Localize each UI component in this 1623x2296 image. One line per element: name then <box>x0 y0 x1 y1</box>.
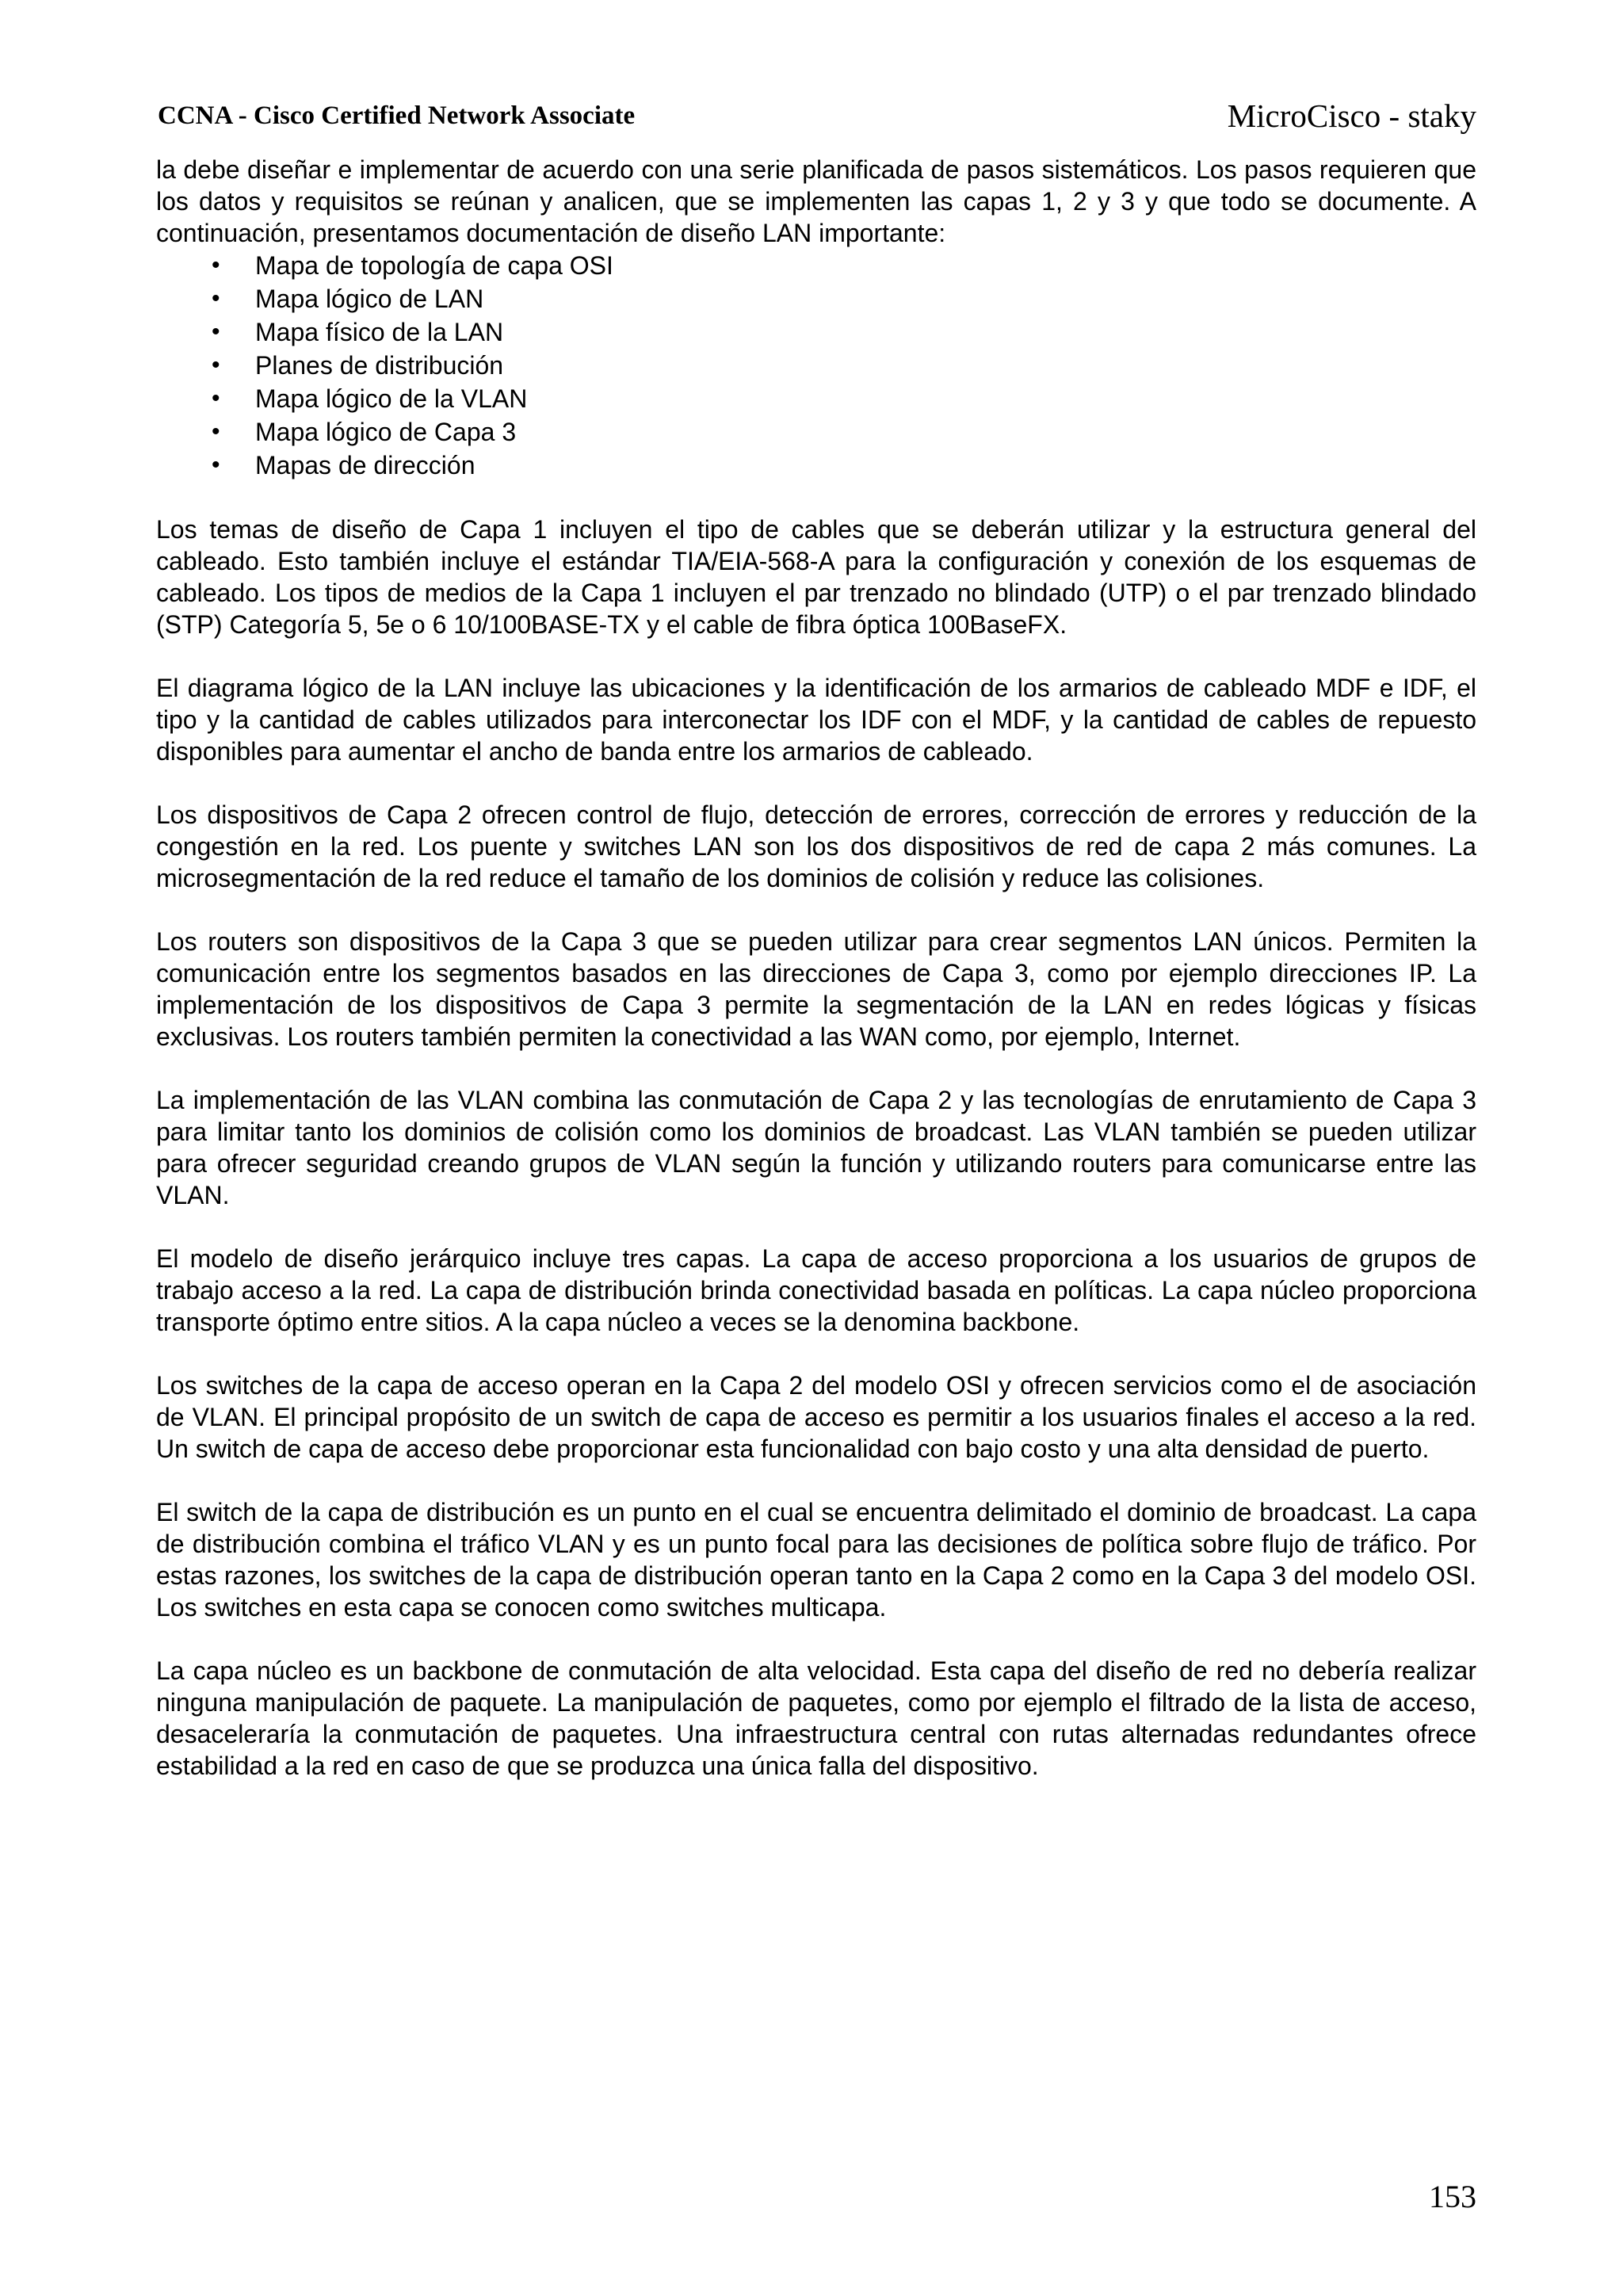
paragraph-core-layer: La capa núcleo es un backbone de conmutación de alta velocidad. Esta capa del diseño de red no debería realizar ninguna manipulación de paquete. La manipulación de paquetes, como por ejemplo el filtrado de la lista de acceso, desaceleraría la conmutación de paquetes. Una infraestructura central con rutas alternadas redundantes ofrece estabilidad a la red en caso de que se produzca una única falla del dispositivo. <box>156 1656 1476 1780</box>
bullet-icon: • <box>212 319 220 345</box>
list-item <box>156 415 1476 449</box>
list-item <box>156 382 1476 415</box>
header-course-title: CCNA - Cisco Certified Network Associate <box>158 101 636 130</box>
bullet-icon: • <box>212 352 220 378</box>
list-item-text: Mapa físico de la LAN <box>255 318 504 346</box>
list-item <box>156 349 1476 382</box>
bullet-icon: • <box>212 385 220 411</box>
bullet-icon: • <box>212 285 220 311</box>
list-item <box>156 449 1476 482</box>
list-item-text: Mapa lógico de LAN <box>255 285 484 313</box>
header-author: MicroCisco - staky <box>1227 97 1476 134</box>
list-item <box>156 249 1476 282</box>
paragraph-distribution-layer: El switch de la capa de distribución es un punto en el cual se encuentra delimitado el dominio de broadcast. La capa de distribución combina el tráfico VLAN y es un punto focal para las decisiones de política sobre flujo de tráfico. Por estas razones, los switches de la capa de distribución operan tanto en la Capa 2 como en la Capa 3 del modelo OSI. Los switches en esta capa se conocen como switches multicapa. <box>156 1498 1476 1622</box>
paragraph-hierarchical-model: El modelo de diseño jerárquico incluye tres capas. La capa de acceso proporciona a los usuarios de grupos de trabajo acceso a la red. La capa de distribución brinda conectividad basada en políticas. La capa núcleo proporciona transporte óptimo entre sitios. A la capa núcleo a veces se la denomina backbone. <box>156 1244 1476 1336</box>
intro-paragraph: la debe diseñar e implementar de acuerdo con una serie planificada de pasos sistemáticos. Los pasos requieren que los datos y requisitos se reúnan y analicen, que se implementen las capas 1, 2 y 3 y que todo se documente. A continuación, presentamos documentación de diseño LAN importante: <box>156 155 1476 247</box>
paragraph-layer2-devices: Los dispositivos de Capa 2 ofrecen control de flujo, detección de errores, corrección de errores y reducción de la congestión en la red. Los puente y switches LAN son los dos dispositivos de red de capa 2 más comunes. La microsegmentación de la red reduce el tamaño de los dominios de colisión y reduce las colisiones. <box>156 800 1476 892</box>
bullet-icon: • <box>212 252 220 278</box>
documentation-list <box>156 249 1476 482</box>
bullet-icon: • <box>212 418 220 445</box>
paragraph-layer3-routers: Los routers son dispositivos de la Capa 3 que se pueden utilizar para crear segmentos LAN únicos. Permiten la comunicación entre los segmentos basados en las direcciones de Capa 3, como por ejemplo direcciones IP. La implementación de los dispositivos de Capa 3 permite la segmentación de la LAN en redes lógicas y físicas exclusivas. Los routers también permiten la conectividad a las WAN como, por ejemplo, Internet. <box>156 927 1476 1051</box>
page-number: 153 <box>1429 2179 1476 2214</box>
list-item <box>156 315 1476 349</box>
list-item-text: Mapa de topología de capa OSI <box>255 251 613 280</box>
list-item <box>156 282 1476 315</box>
list-item-text: Mapa lógico de Capa 3 <box>255 418 517 446</box>
paragraph-access-layer: Los switches de la capa de acceso operan en la Capa 2 del modelo OSI y ofrecen servicios como el de asociación de VLAN. El principal propósito de un switch de capa de acceso es permitir a los usuarios finales el acceso a la red. Un switch de capa de acceso debe proporcionar esta funcionalidad con bajo costo y una alta densidad de puerto. <box>156 1371 1476 1463</box>
list-item-text: Mapas de dirección <box>255 451 475 479</box>
bullet-icon: • <box>212 452 220 478</box>
paragraph-vlan-implementation: La implementación de las VLAN combina las conmutación de Capa 2 y las tecnologías de enrutamiento de Capa 3 para limitar tanto los dominios de colisión como los dominios de broadcast. Las VLAN también se pueden utilizar para ofrecer seguridad creando grupos de VLAN según la función y utilizando routers para comunicarse entre las VLAN. <box>156 1086 1476 1209</box>
paragraph-lan-logical-diagram: El diagrama lógico de la LAN incluye las ubicaciones y la identificación de los armarios de cableado MDF e IDF, el tipo y la cantidad de cables utilizados para interconectar los IDF con el MDF, y la cantidad de cables de repuesto disponibles para aumentar el ancho de banda entre los armarios de cableado. <box>156 674 1476 766</box>
list-item-text: Mapa lógico de la VLAN <box>255 384 528 413</box>
list-item-text: Planes de distribución <box>255 351 504 380</box>
page-content <box>156 154 1476 1813</box>
paragraph-layer1-design: Los temas de diseño de Capa 1 incluyen el tipo de cables que se deberán utilizar y la estructura general del cableado. Esto también incluye el estándar TIA/EIA-568-A para la configuración y conexión de los esquemas de cableado. Los tipos de medios de la Capa 1 incluyen el par trenzado no blindado (UTP) o el par trenzado blindado (STP) Categoría 5, 5e o 6 10/100BASE-TX y el cable de fibra óptica 100BaseFX. <box>156 515 1476 639</box>
